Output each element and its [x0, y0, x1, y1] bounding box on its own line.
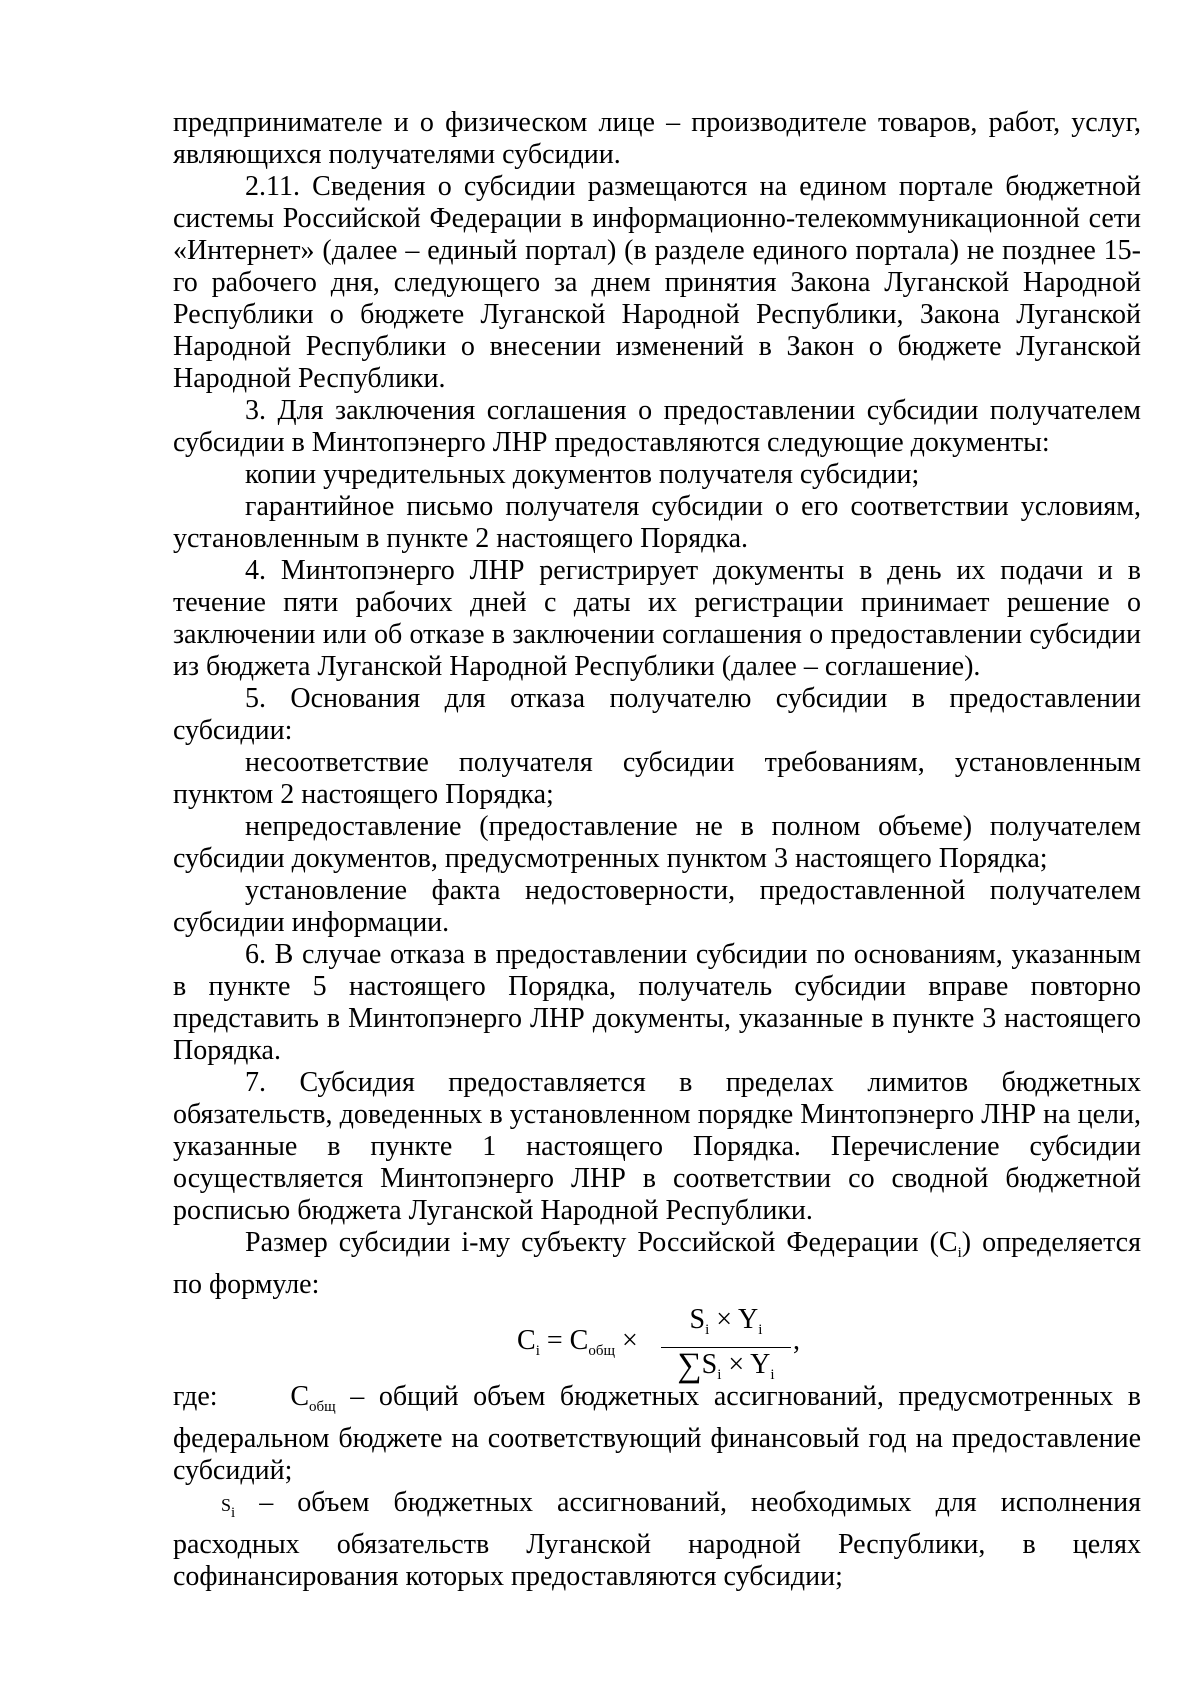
- subsidy-formula: [173, 1304, 1141, 1384]
- formula-denominator: [661, 1347, 791, 1390]
- paragraph-6: 6. В случае отказа в предоставлении субсидии по основаниям, указанным в пункте 5 настоящего Порядка, получатель субсидии вправе повторно представить в Минтопэнерго ЛНР документы, указанные в пункте 3 настоящего Порядка.: [173, 939, 1141, 1066]
- where-c-text: – общий объем бюджетных ассигнований, предусмотренных в федеральном бюджете на соответствующий финансовый год на предоставление субсидий;: [173, 1381, 1142, 1486]
- paragraph-5-item-3: установление факта недостоверности, предоставленной получателем субсидии информации.: [173, 875, 1141, 938]
- where-s: S: [221, 1495, 232, 1515]
- formula-comma: ,: [793, 1325, 800, 1356]
- paragraph-where-total: [173, 1381, 1141, 1487]
- sum-symbol: ∑: [677, 1347, 702, 1384]
- formula-times: ×: [615, 1325, 645, 1356]
- den-times: ×: [721, 1349, 751, 1380]
- formula-intro-before: Размер субсидии i-му субъекту Российской Федерации (C: [245, 1227, 958, 1258]
- where-c-sub: общ: [309, 1399, 336, 1415]
- paragraph-formula-intro: [173, 1227, 1141, 1301]
- paragraph-1: предпринимателе и о физическом лице – производителе товаров, работ, услуг, являющихся получателями субсидии.: [173, 107, 1141, 170]
- formula-c: C: [517, 1325, 536, 1356]
- num-y: Y: [738, 1304, 759, 1335]
- paragraph-5: 5. Основания для отказа получателю субсидии в предоставлении субсидии:: [173, 683, 1141, 746]
- paragraph-3: 3. Для заключения соглашения о предоставлении субсидии получателем субсидии в Минтопэнерго ЛНР предоставляются следующие документы:: [173, 395, 1141, 458]
- paragraph-2-11: 2.11. Сведения о субсидии размещаются на едином портале бюджетной системы Российской Федерации в информационно-телекоммуникационной сети «Интернет» (далее – единый портал) (в разделе единого портала) не позднее 15-го рабочего дня, следующего за днем принятия Закона Луганской Народной Республики о бюджете Луганской Народной Республики, Закона Луганской Народной Республики о внесении изменений в Закон о бюджете Луганской Народной Республики.: [173, 171, 1141, 394]
- paragraph-7: 7. Субсидия предоставляется в пределах лимитов бюджетных обязательств, доведенных в установленном порядке Минтопэнерго ЛНР на цели, указанные в пункте 1 настоящего Порядка. Перечисление субсидии осуществляется Минтопэнерго ЛНР в соответствии со сводной бюджетной росписью бюджета Луганской Народной Республики.: [173, 1067, 1141, 1226]
- where-s-text: – объем бюджетных ассигнований, необходимых для исполнения расходных обязательств Луганской народной Республики, в целях софинансирования которых предоставляются субсидии;: [173, 1487, 1141, 1592]
- formula-lhs: [517, 1325, 645, 1367]
- formula-total-sub: общ: [588, 1343, 616, 1359]
- where-c: C: [290, 1381, 310, 1412]
- formula-fraction: [661, 1305, 791, 1390]
- num-y-sub: i: [758, 1322, 763, 1338]
- formula-intro-sub: i: [957, 1245, 962, 1261]
- document-page: [173, 107, 1141, 1593]
- den-s-sub: i: [717, 1367, 722, 1383]
- formula-intro-after: ) определяется по формуле:: [173, 1227, 1141, 1300]
- paragraph-3-item-1: копии учредительных документов получателя субсидии;: [245, 459, 920, 490]
- paragraph-5-item-2: непредоставление (предоставление не в полном объеме) получателем субсидии документов, предусмотренных пунктом 3 настоящего Порядка;: [173, 811, 1141, 874]
- formula-numerator: [661, 1305, 791, 1345]
- num-s: S: [689, 1304, 706, 1335]
- paragraph-3-item-2: гарантийное письмо получателя субсидии о его соответствии условиям, установленным в пункте 2 настоящего Порядка.: [173, 491, 1141, 554]
- paragraph-5-item-1: несоответствие получателя субсидии требованиям, установленным пунктом 2 настоящего Порядка;: [173, 747, 1141, 810]
- num-s-sub: i: [705, 1322, 710, 1338]
- formula-eq: = C: [539, 1325, 589, 1356]
- den-y-sub: i: [770, 1367, 775, 1383]
- formula-c-sub: i: [535, 1343, 540, 1359]
- where-label: где:: [173, 1381, 218, 1412]
- where-s-sub: i: [231, 1505, 236, 1521]
- paragraph-4: 4. Минтопэнерго ЛНР регистрирует документы в день их подачи и в течение пяти рабочих дней с даты их регистрации принимает решение о заключении или об отказе в заключении соглашения о предоставлении субсидии из бюджета Луганской Народной Республики (далее – соглашение).: [173, 555, 1141, 682]
- den-y: Y: [750, 1349, 771, 1380]
- paragraph-where-si: [173, 1487, 1141, 1593]
- num-times: ×: [709, 1304, 739, 1335]
- den-s: S: [701, 1349, 718, 1380]
